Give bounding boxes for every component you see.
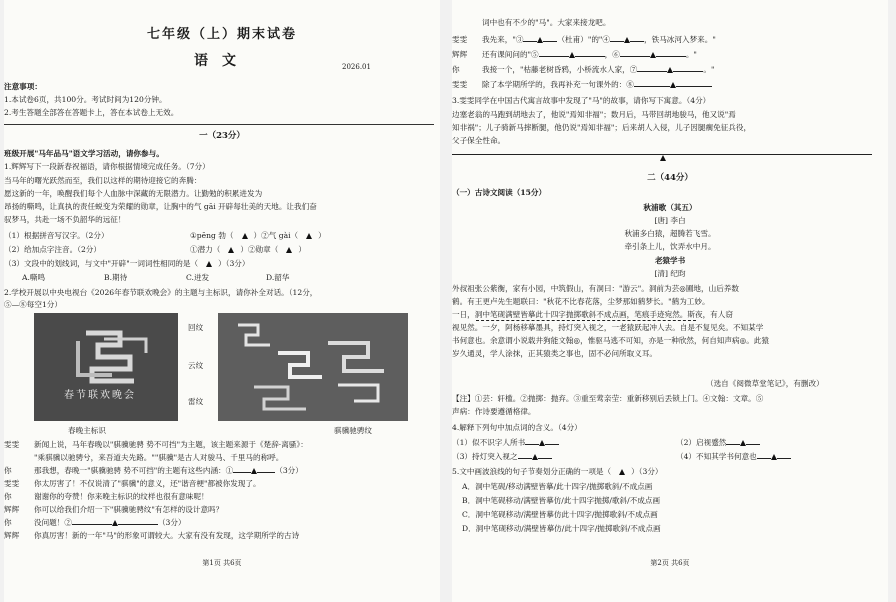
answer-triangle-icon [286,247,292,253]
q1-part1: （1）根据拼音写汉字。（2分） [4,231,109,240]
answer-triangle-icon [539,440,545,446]
essay-line: 书何意也。余意谓小说载井狗能文翰◎，惟驱马逃不可知，亦是一种欣然，何自知声病◎。此猿 [452,336,769,345]
page-footer: 第1页 共6页 [202,559,242,567]
speaker: 你 [4,518,12,527]
note-2: 2.考生答题全部答在答题卡上，答在本试卷上无效。 [4,108,179,117]
question-5 [452,467,663,477]
answer-triangle-icon [569,52,575,58]
answer-triangle-icon [624,37,630,43]
dialogue-text: 我接一个，"枯藤老树昏鸦，小桥流水人家，⑦ [482,65,638,74]
page-1 [4,0,440,602]
passage-line: 愿这新的一年，唤醒我们每个人血脉中深藏的无限潜力。让勤勉的积累进发为 [4,189,263,198]
gala-logo-image [34,313,178,421]
dialogue-text: ，铁马冰河入梦来。" [644,35,716,44]
dialogue-text: 那我想，春晚一"骐骥驰骋 势不可挡"的主题有这些内涵：① [34,466,234,475]
dialogue-text: ，⑥ [604,50,620,59]
dialogue-text: 还有课间问的"⑤ [482,50,539,59]
divider [4,124,434,125]
essay-source: （选自《阅微草堂笔记》，有删改） [706,379,824,388]
essay-line: 岁久通灵，学人涂抹，正其猿类之事也，固不必问所取义耳。 [452,349,658,358]
passage-line: 昂扬的嘶鸣，让真执的责任蜕变为荣耀的勋章，让胸中的气 gāi 开辟每壮美的天地。让我们奋 [4,202,317,211]
question-1: 1.辉辉写下一段新春祝福语，请你根据情境完成任务。（7分） [4,162,210,171]
horse-pattern-image [218,313,408,421]
q1-part1-a-label: ①pēng 勃（ [190,231,234,240]
q4-item-text: （4）不知其学书何意也 [676,452,757,461]
q4-item-text: （3）持灯突入视之 [452,452,518,461]
q4-item [676,452,791,462]
essay-line: 外叔祖张公紫衡，家有小园，中筑假山，有洞曰："游云"。洞前为芸◎圃地，山后养数 [452,284,739,293]
answer-triangle-icon [670,82,676,88]
option-b: B.期待 [104,273,128,282]
dialogue-line [482,35,716,45]
answer-triangle-icon [206,261,212,267]
dialogue-line: 你可以给我们介绍一下"骐骥驰骋纹"有怎样的设计意吗？ [34,505,224,514]
q5-option: C．洞中笔砚移动/满壁皆摹仿此十四字/抛掷歌斜/不成点画 [462,510,658,519]
answer-triangle-icon [740,440,746,446]
speaker: 你 [4,466,12,475]
option-a: A.嘶鸣 [22,273,46,282]
dialogue-text: 除了本学期所学的，我再补充一句课外的：⑧ [482,80,634,89]
exam-date: 2026.01 [342,63,371,71]
q1-part3-text: （3）文段中的划线词，与文中"开辟"一词词性相同的是（ [4,259,199,268]
fable-line: 父子保全性命。 [452,136,506,145]
q1-part3-score: ）（3分） [218,259,250,268]
dialogue-score: （3分） [275,466,303,475]
dialogue-text: 。" [685,50,697,59]
poem-line: 秋浦多白猿，超腾若飞雪。 [624,229,716,238]
caption-horse-pattern: 骐骥驰骋纹 [334,426,372,435]
horse-pattern-graphic [218,313,408,421]
exam-title: 七年级（上）期末试卷 [146,27,297,42]
answer-triangle-icon [537,37,543,43]
dialogue-line: 新闻上说，马年春晚以"骐骥驰骋 势不可挡"为主题，该主题来源于《楚辞·离骚》： [34,440,308,449]
question-3: 3.雯雯同学在中国古代寓言故事中发现了"马"的故事，请你写下寓意。（4分） [452,96,711,105]
essay-line: 视见然。一夕，阿杨移摹墨具，持灯突入视之，一老猿跃起冲人去。自是不复见矣。不知某学 [452,323,764,332]
part-1-heading: （一）古诗文阅读（15分） [452,188,547,197]
poem-line: 牵引条上儿，饮弄水中月。 [624,242,716,251]
answer-triangle-icon [619,469,625,475]
speaker: 辉辉 [452,50,468,59]
speaker: 你 [4,492,12,501]
answer-triangle-icon [532,454,538,460]
essay-title: 老猿学书 [654,256,686,265]
speaker: 辉辉 [4,505,20,514]
page-footer: 第2页 共6页 [650,559,690,567]
dialogue-line [34,466,303,476]
annotation-line: 声病：作诗要遵循格律。 [452,407,536,416]
dialogue-text: 。" [703,65,715,74]
question-2: 2.学校开展以中央电视台《2026年春节联欢晚会》的主题与主标识，请你补全对话。（12分， [4,288,318,297]
essay-line: 鹤。有王更卢先生题联曰："秋花不比春花落，尘梦那如鹤梦长。"鹤为工妙。 [452,297,710,306]
wavy-underline [476,320,696,321]
fable-line: 知非祸"；儿子骑新马摔断腿，他仍说"焉知非福"；后来胡人入侵，儿子因腿瘸免征兵役， [452,123,752,132]
q1-part1-b-label: ）②气 gài（ [253,231,299,240]
answer-triangle-icon [771,454,777,460]
speaker: 雯雯 [4,440,20,449]
q4-item-text: （2）启视蹙然 [676,438,727,447]
dialogue-line: "乘骐骥以驰骋兮，来吾道夫先路。""骐骥"是古人对骏马、千里马的称呼。 [34,453,284,462]
gala-logo-text: 春节联欢晚会 [64,390,136,401]
pattern-label: 云纹 [188,361,204,370]
answer-triangle-icon [112,520,118,526]
question-5-text: 5.文中画波浪线的句子节奏划分正确的一项是（ [452,467,612,476]
poem-author: [唐] 李白 [654,216,686,225]
caption-gala-logo: 春晚主标识 [68,426,106,435]
answer-triangle-icon [228,247,234,253]
dialogue-line: 谢谢你的夸赞！你来晚主标识的纹样也很有意味呢！ [34,492,209,501]
dialogue-line: 你太厉害了！不仅说清了"骐骥"的意义，还"谐音梗"都被你发现了。 [34,479,261,488]
q4-item-text: （1）似不识字人所书 [452,438,526,447]
speaker: 雯雯 [452,35,468,44]
q1-part3 [4,259,249,269]
q4-item [452,438,559,448]
answer-triangle-icon [306,233,312,239]
speaker: 雯雯 [4,479,20,488]
essay-author: [清] 纪昀 [654,269,686,278]
fable-line: 边塞老翁的马跑到胡地去了，他说"焉知非福"；数月后，马带回胡地骏马，他又说"焉 [452,110,736,119]
dialogue-line [34,518,186,528]
option-c: C.迸发 [186,273,210,282]
dialogue-line: 你真厉害！新的一年"马"的形象可谓较大。大家有没有发现，这学期所学的古诗 [34,531,300,540]
subject-title: 语文 [194,53,250,69]
section-2-heading: 二（44分） [647,173,693,183]
dialogue-line [482,50,697,60]
q1-part2: （2）给加点字注音。（2分） [4,245,101,254]
question-4: 4.解释下列句中加点词的含义。（4分） [452,423,582,432]
question-2-cont: ⑤—⑧每空1分） [4,300,62,309]
note-1: 1.本试卷6页，共100分。考试时间为120分钟。 [4,95,167,104]
pattern-label: 雷纹 [188,397,204,406]
gala-logo-graphic [34,313,178,421]
passage-line: 当马年的曙光跃然而至，我们以这样的期待迎接它的奔腾： [4,176,202,185]
q5-option: B．洞中笔砚移动/满壁皆摹仿/此十四字抛掷/歌斜/不成点画 [462,496,661,505]
q4-item [676,438,760,448]
q5-option: A．洞中笔砚/移动满壁皆摹/此十四字/抛掷歌斜/不成点画 [462,482,653,491]
dialogue-line [482,80,712,90]
q4-item [452,452,552,462]
pattern-label: 回纹 [188,323,204,332]
dialogue-line [482,65,714,75]
answer-triangle-icon [667,67,673,73]
answer-triangle-icon [242,233,248,239]
answer-triangle-icon [251,468,257,474]
annotation-line: 【注】①芸：轩槛。②抛掷：抛弃。③重至莺亲茔：重新移别后丢锁上门。④文翰：文章。⑤ [452,394,764,403]
page-2 [452,0,888,602]
intro-text: 班级开展"马年品马"语文学习活动，请你参与。 [4,149,164,158]
speaker: 雯雯 [452,80,468,89]
passage-line: 驭梦马，共赴一场不负韶华的远征！ [4,215,126,224]
q5-option: D．洞中笔砚移动/满壁皆摹仿/此十四字/抛掷歌斜/不成点画 [462,524,661,533]
section-1-heading: 一（23分） [199,131,245,141]
question-5-score: ）（3分） [631,467,663,476]
answer-triangle-icon [660,147,666,166]
continued-text: 词中也有不少的"马"。大家来接龙吧。 [482,18,611,27]
q1-part2-b-label: ）②勋章（ [240,245,279,254]
q1-part2-a: ①潜力（ ）②勋章（ ） [190,245,306,254]
dialogue-score: （3分） [157,518,186,527]
notes-heading: 注意事项： [4,82,42,91]
option-d: D.韶华 [266,273,290,282]
dialogue-text: （杜甫）"的"④ [557,35,611,44]
q1-part1-a: ①pēng 勃（ ）②气 gài（ ） [190,231,326,240]
answer-triangle-icon [650,52,656,58]
speaker: 辉辉 [4,531,20,540]
dialogue-text: 我先来，"③ [482,35,524,44]
poem-title: 秋浦歌（其五） [643,203,697,212]
q1-part2-a-label: ①潜力（ [190,245,221,254]
essay-line: 一日，洞中笔砚满壁皆摹此十四字抛掷歌斜不成点画，笔痕手迹宛然。斯夜，有人窃 [452,310,733,319]
speaker: 你 [452,65,460,74]
dialogue-text: 没问题！② [34,518,72,527]
